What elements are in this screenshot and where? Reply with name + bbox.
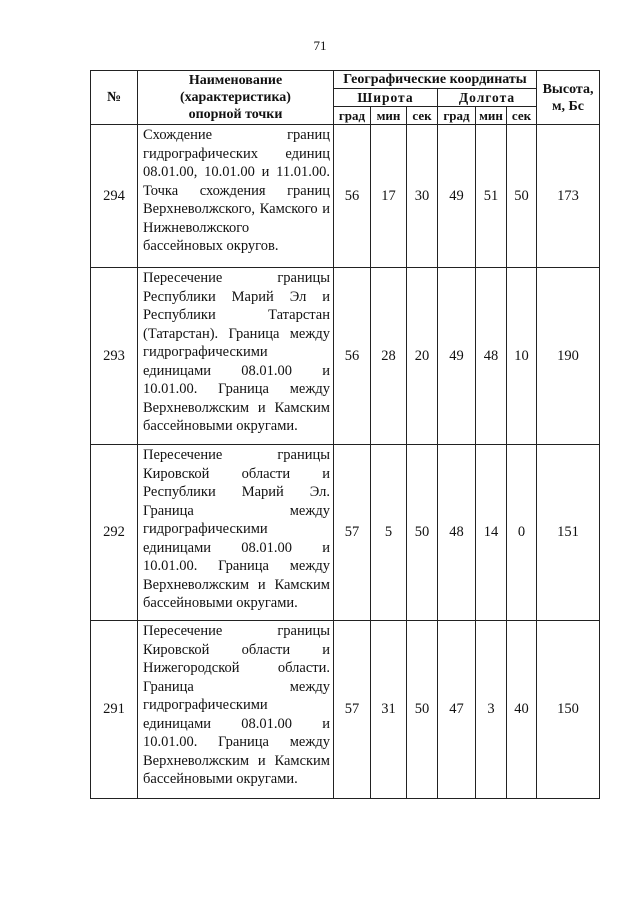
lon-sec-cell: 50 [507, 125, 537, 268]
lat-min-cell: 5 [371, 445, 407, 621]
lon-sec-cell: 0 [507, 445, 537, 621]
lat-sec-cell: 20 [407, 268, 438, 445]
header-name-line: (характеристика) [180, 90, 291, 105]
table-row [91, 621, 600, 799]
header-height: Высота, м, Бс [537, 71, 600, 125]
height-cell: 190 [537, 268, 600, 445]
header-number: № [91, 71, 138, 125]
lon-min-cell: 3 [476, 621, 507, 799]
header-lon-sec: сек [507, 107, 537, 125]
lon-min-cell: 14 [476, 445, 507, 621]
lon-deg-cell: 47 [438, 621, 476, 799]
lon-sec-cell: 40 [507, 621, 537, 799]
table-row [91, 268, 600, 445]
height-cell: 151 [537, 445, 600, 621]
height-cell: 150 [537, 621, 600, 799]
lat-min-cell: 28 [371, 268, 407, 445]
coordinates-table [90, 70, 600, 799]
lon-min-cell: 48 [476, 268, 507, 445]
lat-sec-cell: 30 [407, 125, 438, 268]
row-number: 291 [91, 621, 138, 799]
row-number: 293 [91, 268, 138, 445]
row-name: Пересечение границы Кировской области и Республики Марий Эл. Граница между гидрографическими единицами 08.01.00 и 10.01.00. Граница между Верхневолжским и Камским бассейновыми округами. [138, 445, 334, 621]
lat-deg-cell: 57 [334, 621, 371, 799]
lat-min-cell: 17 [371, 125, 407, 268]
header-lat-min: мин [371, 107, 407, 125]
header-geo-coordinates: Географические координаты [334, 71, 537, 89]
row-number: 292 [91, 445, 138, 621]
lat-deg-cell: 56 [334, 125, 371, 268]
lat-deg-cell: 56 [334, 268, 371, 445]
lon-sec-cell: 10 [507, 268, 537, 445]
table-row [91, 445, 600, 621]
lon-deg-cell: 48 [438, 445, 476, 621]
header-name [138, 71, 334, 125]
header-lat-sec: сек [407, 107, 438, 125]
header-lat-deg: град [334, 107, 371, 125]
header-lon-min: мин [476, 107, 507, 125]
table-row [91, 125, 600, 268]
lon-min-cell: 51 [476, 125, 507, 268]
header-longitude: Долгота [438, 89, 537, 107]
lon-deg-cell: 49 [438, 268, 476, 445]
lat-sec-cell: 50 [407, 445, 438, 621]
header-name-line: Наименование [188, 73, 283, 88]
row-name: Пересечение границы Республики Марий Эл и Республики Татарстан (Татарстан). Граница между гидрографическими единицами 08.01.00 и 10.01.00. Граница между Верхневолжским и Камским бассейновыми округами. [138, 268, 334, 445]
header-name-line: опорной точки [188, 107, 283, 122]
height-cell: 173 [537, 125, 600, 268]
row-name: Пересечение границы Кировской области и Нижегородской области. Граница между гидрографическими единицами 08.01.00 и 10.01.00. Граница между Верхневолжским и Камским бассейновыми округами. [138, 621, 334, 799]
lat-min-cell: 31 [371, 621, 407, 799]
row-name: Схождение границ гидрографических единиц 08.01.00, 10.01.00 и 11.01.00. Точка схождения границ Верхневолжского, Камского и Нижневолжского бассейновых округов. [138, 125, 334, 268]
row-number: 294 [91, 125, 138, 268]
lat-sec-cell: 50 [407, 621, 438, 799]
header-lon-deg: град [438, 107, 476, 125]
page-number: 71 [313, 38, 327, 53]
lat-deg-cell: 57 [334, 445, 371, 621]
header-latitude: Широта [334, 89, 438, 107]
lon-deg-cell: 49 [438, 125, 476, 268]
